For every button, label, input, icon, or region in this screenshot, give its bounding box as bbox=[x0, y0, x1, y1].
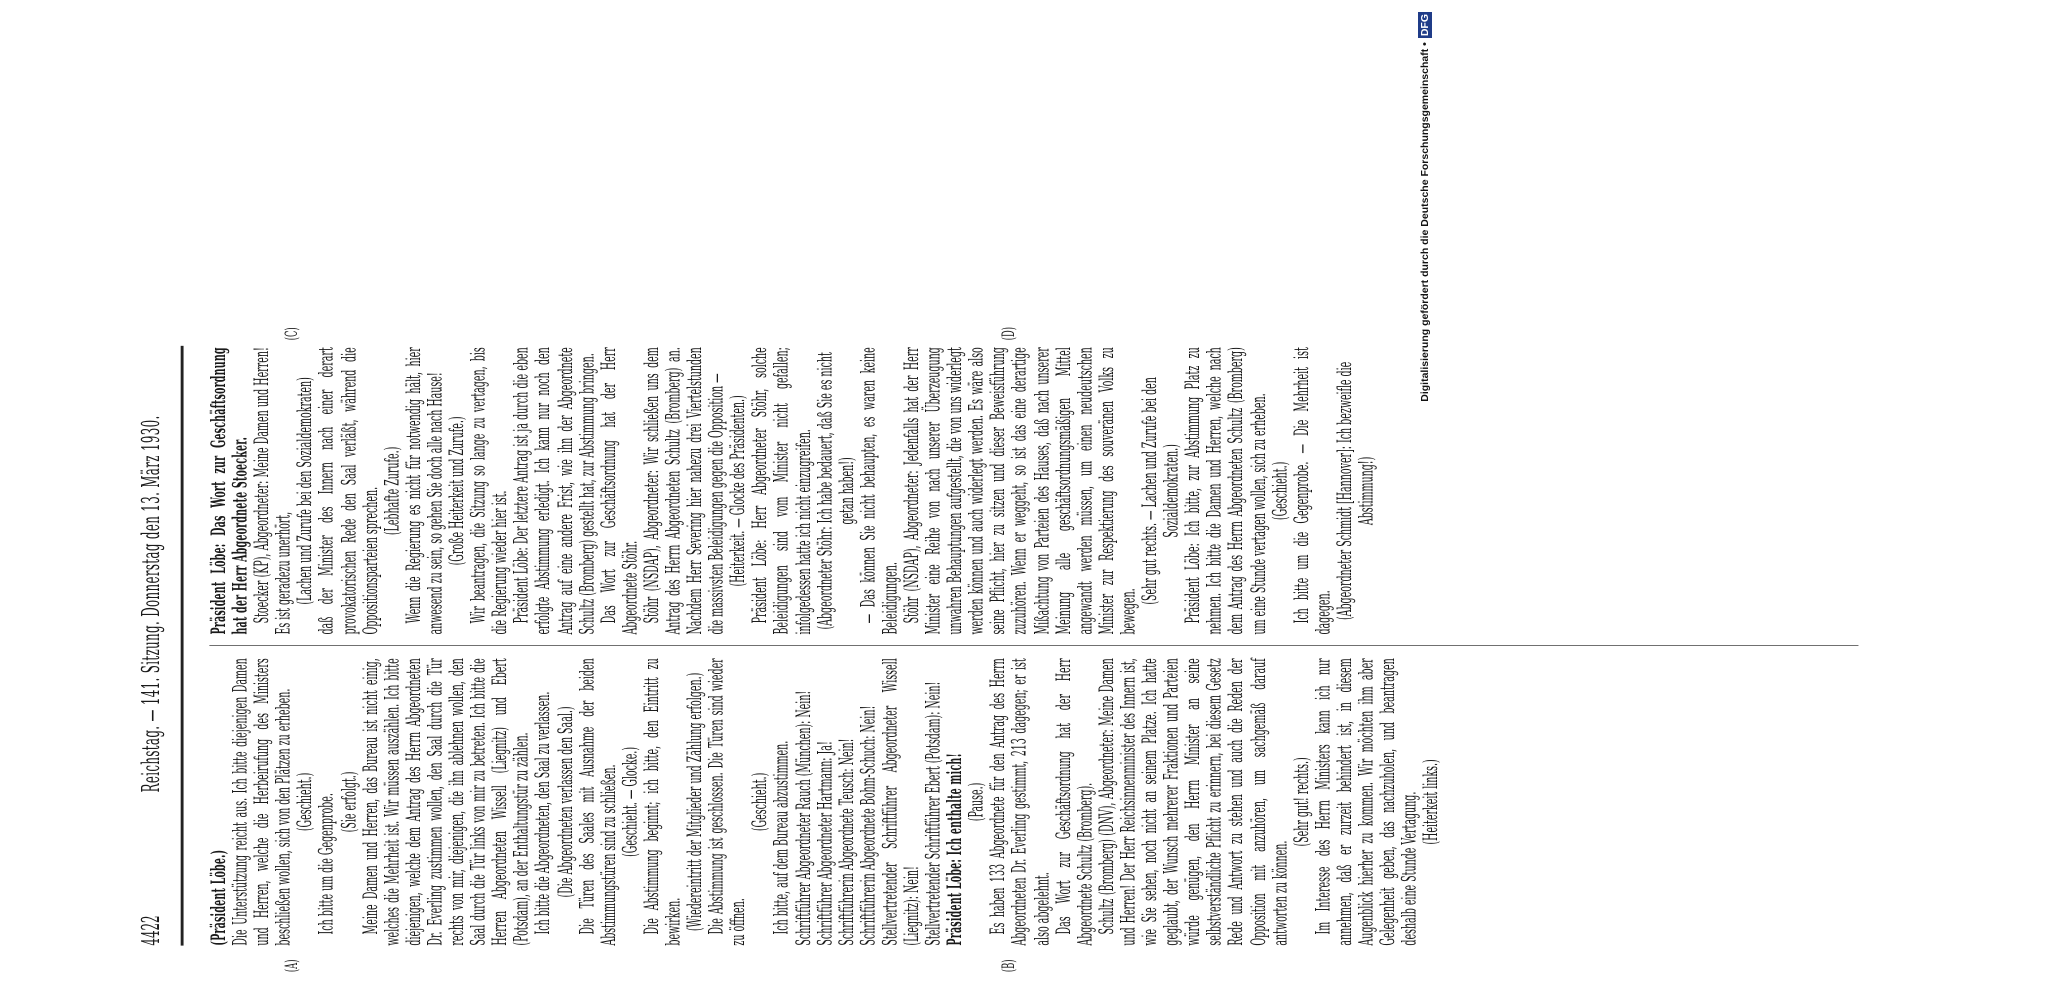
paragraph: (Heiterkeit links.) bbox=[1420, 759, 1443, 845]
paragraph: Die Unterstützung reicht aus. Ich bitte diejenigen Damen und Herren, welche die Herbeirufung des Ministers beschließen wollen, sich von den Plätzen zu erheben. bbox=[229, 658, 296, 946]
paragraph: Präsident Löbe: Ich enthalte mich! bbox=[943, 753, 967, 946]
paragraph: Ich bitte die Abgeordneten, den Saal zu verlassen. bbox=[532, 691, 556, 935]
paragraph: (Sie erfolgt.) bbox=[337, 771, 361, 833]
paragraph: Wenn die Regierung es nicht für notwendig hält, hier anwesend zu sein, so gehen Sie doch alle nach Hause! bbox=[402, 347, 448, 635]
paragraph: (Geschieht. — Glocke.) bbox=[619, 746, 643, 857]
margin-letter-b: (B) bbox=[998, 959, 1019, 973]
paragraph: Stellvertretender Schriftführer Abgeordneter Wissell (Liegnitz): Nein! bbox=[878, 658, 924, 946]
paragraph: Stoecker (KP), Abgeordneter: Meine Damen und Herren! Es ist geradezu unerhört, bbox=[251, 347, 296, 635]
paragraph: Die Türen des Saales mit Ausnahme der beiden Abstimmungstüren sind zu schließen. bbox=[575, 658, 621, 946]
paragraph: Schriftführer Abgeordneter Rauch (München): Nein! bbox=[792, 690, 816, 946]
paragraph: (Lachen und Zurufe bei den Sozialdemokraten) bbox=[294, 377, 318, 605]
paragraph: Ich bitte um die Gegenprobe. — Die Mehrheit ist dagegen. bbox=[1290, 347, 1335, 635]
paragraph: Ich bitte, auf dem Bureau abzustimmen. bbox=[770, 740, 794, 935]
paragraph: Schriftführerin Abgeordnete Bohm-Schuch: Nein! bbox=[857, 705, 881, 946]
credit-text: Digitalisierung gefördert durch die Deutsche Forschungsgemeinschaft • bbox=[1419, 42, 1431, 402]
paragraph: Es haben 133 Abgeordnete für den Antrag des Herrn Abgeordneten Dr. Everling gestimmt, 213 dagegen; er ist also abgelehnt. bbox=[987, 658, 1054, 946]
paragraph: Präsident Löbe: Das Wort zur Geschäftsordnung hat der Herr Abgeordnete Stoecker. bbox=[207, 347, 253, 635]
margin-letter-d: (D) bbox=[998, 327, 1019, 341]
paragraph: Stöhr (NSDAP), Abgeordneter: Jedenfalls hat der Herr Minister eine Reihe von nach unserer Überzeugung unwahren Behauptungen aufgestellt, die von uns widerlegt werden können und auch widerlegt werden. Es wäre also seine Pflicht, hier zu sitzen und dieser Beweisführung zuzuhören. Wenn er weggeht, so ist das eine derartige Mißachtung von Parteien des Hauses, daß nach unserer Meinung alle geschäftsordnungsmäßigen Mittel angewandt werden müssen, um einen neudeutschen Minister zur Respektierung des souveränen Volks zu bewegen. bbox=[900, 347, 1140, 635]
paragraph: Schultz (Bromberg) (DNV), Abgeordneter: Meine Damen und Herren! Der Herr Reichsinnenminister des Innern ist, wie Sie sehen, noch nicht an seinem Platze. Ich hatte geglaubt, der Wunsch mehrerer Fraktionen und Parteien würde genügen, den Herrn Minister an seine selbstverständliche Pflicht zu erinnern, bei diesem Gesetz Rede und Antwort zu stehen und auch die Reden der Opposition mit anzuhören, um sachgemäß darauf antworten zu können. bbox=[1095, 658, 1292, 946]
paragraph: (Sehr gut! rechts.) bbox=[1290, 757, 1314, 847]
paragraph: (Große Heiterkeit und Zurufe.) bbox=[446, 416, 469, 566]
paragraph: Die Abstimmung ist geschlossen. Die Türen sind wieder zu öffnen. bbox=[705, 658, 751, 946]
paragraph: (Abgeordneter Schmidt [Hannover]: Ich bezweifle die Abstimmung!) bbox=[1333, 361, 1379, 621]
rotated-page bbox=[0, 303, 2056, 1000]
paragraph: Präsident Löbe: Herr Abgeordneter Stöhr, solche Beleidigungen sind vom Minister nicht gefallen; infolgedessen hatte ich nicht einzugreifen. bbox=[749, 347, 816, 635]
paragraph: (Die Abgeordneten verlassen den Saal.) bbox=[554, 706, 578, 898]
paragraph: (Sehr gut rechts. — Lachen und Zurufe bei den Sozialdemokraten.) bbox=[1138, 377, 1184, 605]
paragraph: Die Abstimmung beginnt; ich bitte, den Eintritt zu bewirken. bbox=[640, 658, 686, 946]
paragraph: Schriftführerin Abgeordnete Teusch: Nein! bbox=[835, 738, 859, 946]
paragraph: (Präsident Löbe.) bbox=[207, 849, 231, 946]
paragraph: — Das können Sie nicht behaupten, es waren keine Beleidigungen. bbox=[857, 347, 902, 635]
paragraph: Im Interesse des Herrn Ministers kann ich nur annehmen, daß er zurzeit behindert ist, in diesem Augenblick hierher zu kommen. Wir möchten ihm aber Gelegenheit geben, das nachzuholen, und beantragen deshalb eine Stunde Vertagung. bbox=[1311, 658, 1422, 946]
newspaper-sheet bbox=[137, 327, 1902, 973]
paragraph: (Heiterkeit. — Glocke des Präsidenten.) bbox=[727, 395, 751, 587]
left-column bbox=[209, 658, 1443, 945]
paragraph: Das Wort zur Geschäftsordnung hat der Herr Abgeordnete Stöhr. bbox=[597, 347, 643, 635]
dfg-logo: DFG bbox=[1419, 14, 1431, 37]
paragraph: Präsident Löbe: Ich bitte, zur Abstimmung Platz zu nehmen. Ich bitte die Damen und Herren, welche nach dem Antrag des Herrn Abgeordneten Schultz (Bromberg) um eine Stunde vertagen wollen, sich zu erheben. bbox=[1181, 347, 1270, 635]
paragraph: (Wiedereintritt der Mitglieder und Zählung erfolgen.) bbox=[684, 672, 708, 932]
paragraph: daß der Minister des Innern nach einer derart provokatorischen Rede den Saal verläßt, während die Oppositionsparteien sprechen. bbox=[316, 347, 383, 635]
digitization-credit bbox=[1418, 12, 1440, 692]
right-column bbox=[209, 347, 1378, 634]
paragraph: (Pause.) bbox=[965, 782, 989, 822]
paragraph: (Geschieht.) bbox=[294, 772, 318, 832]
page-header-title: Reichstag. — 141. Sitzung. Donnerstag den 13. März 1930. bbox=[137, 415, 167, 793]
paragraph: Wir beantragen, die Sitzung so lange zu vertagen, bis die Regierung wieder hier ist. bbox=[467, 347, 513, 635]
paragraph: (Geschieht.) bbox=[749, 772, 772, 832]
header-rule bbox=[181, 346, 183, 946]
paragraph: (Abgeordneter Stöhr: Ich habe bedauert, daß Sie es nicht getan haben!) bbox=[813, 352, 859, 630]
page-number: 4422 bbox=[137, 915, 167, 946]
paragraph: Stellvertretender Schriftführer Ebert (Potsdam): Nein! bbox=[922, 681, 946, 946]
paragraph: Stöhr (NSDAP), Abgeordneter: Wir schließen uns dem Antrag des Herrn Abgeordneten Schultz (Bromberg) an. Nachdem Herr Severing hier nahezu drei Viertelstunden die massivsten Beleidigungen gegen die Opposition — bbox=[640, 347, 729, 635]
margin-letter-a: (A) bbox=[281, 959, 302, 973]
column-divider bbox=[209, 645, 1858, 646]
paragraph: Meine Damen und Herren, das Bureau ist nicht einig, welches die Mehrheit ist. Wir müssen auszählen. Ich bitte diejenigen, welche dem Antrag des Herrn Abgeordneten Dr. Everling zustimmen wollen, den Saal durch die Tür rechts von mir, diejenigen, die ihn ablehnen wollen, den Saal durch die Tür links von mir zu betreten. Ich bitte die Herren Abgeordneten Wissell (Liegnitz) und Ebert (Potsdam), an der Enthaltungstür zu zählen. bbox=[359, 658, 534, 946]
paragraph: (Lebhafte Zurufe.) bbox=[381, 446, 405, 536]
paragraph: Ich bitte um die Gegenprobe. bbox=[316, 793, 340, 935]
paragraph: Das Wort zur Geschäftsordnung hat der Herr Abgeordnete Schultz (Bromberg). bbox=[1052, 658, 1097, 946]
paragraph: Schriftführer Abgeordneter Hartmann: Ja! bbox=[813, 741, 837, 946]
paragraph: (Geschieht.) bbox=[1268, 461, 1292, 521]
margin-letter-c: (C) bbox=[281, 327, 302, 341]
paragraph: Präsident Löbe: Der letztere Antrag ist ja durch die eben erfolgte Abstimmung erledigt. Ich kann nur noch den Antrag auf eine andere Frist, wie ihn der Abgeordnete Schultz (Bromberg) gestellt hat, zur Abstimmung bringen. bbox=[510, 347, 599, 635]
